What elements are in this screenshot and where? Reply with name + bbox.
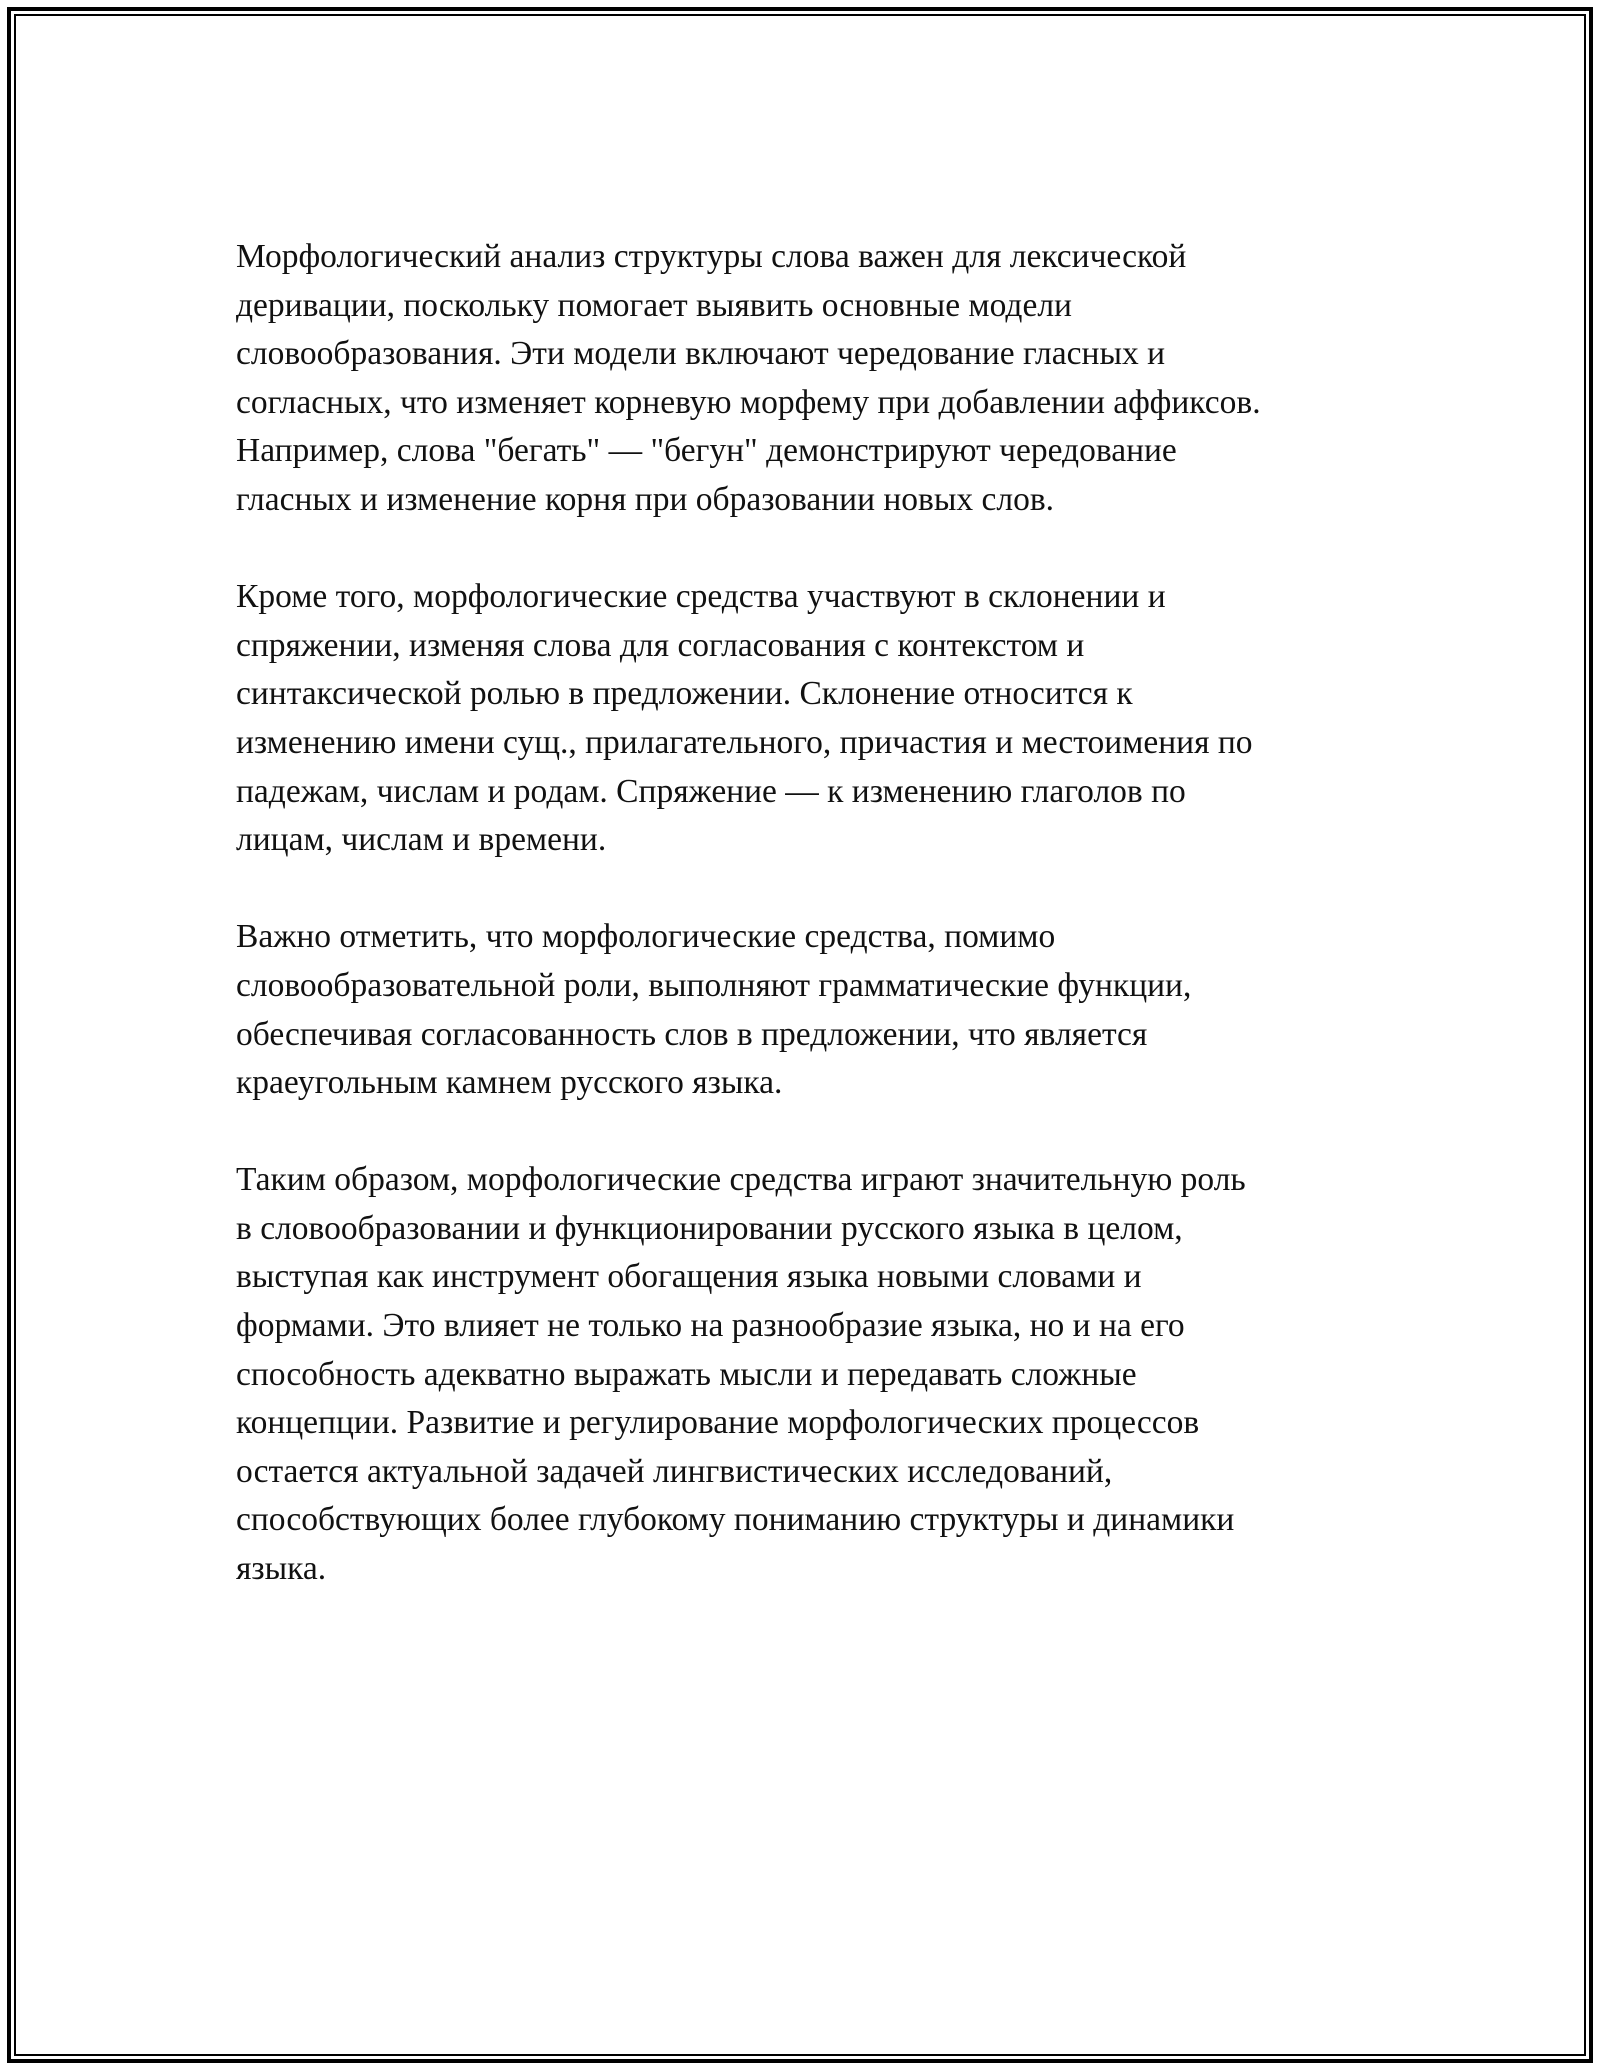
text-line: гласных и изменение корня при образовании новых слов. <box>236 480 1055 518</box>
text-line: лицам, числам и времени. <box>236 821 607 859</box>
paragraph-4 <box>236 1156 1386 1593</box>
paragraph-1 <box>236 233 1386 525</box>
text-line: Например, слова "бегать" — "бегун" демонстрируют чередование <box>236 432 1177 470</box>
text-line: деривации, поскольку помогает выявить основные модели <box>236 286 1072 324</box>
text-line: Важно отметить, что морфологические средства, помимо <box>236 918 1056 956</box>
text-line: в словообразовании и функционировании русского языка в целом, <box>236 1209 1183 1247</box>
text-line: согласных, что изменяет корневую морфему при добавлении аффиксов. <box>236 383 1261 421</box>
text-line: словообразовательной роли, выполняют грамматические функции, <box>236 966 1192 1004</box>
text-line: спряжении, изменяя слова для согласования с контекстом и <box>236 626 1085 664</box>
text-line: Морфологический анализ структуры слова важен для лексической <box>236 238 1187 275</box>
paragraph-2 <box>236 573 1386 865</box>
text-line: синтаксической ролью в предложении. Склонение относится к <box>236 675 1133 713</box>
document-body <box>236 233 1386 1642</box>
text-line: словообразования. Эти модели включают чередование гласных и <box>236 335 1166 373</box>
text-line: выступая как инструмент обогащения языка новыми словами и <box>236 1258 1142 1296</box>
text-line: концепции. Развитие и регулирование морфологических процессов <box>236 1404 1200 1442</box>
text-line: краеугольным камнем русского языка. <box>236 1064 783 1102</box>
text-line: Таким образом, морфологические средства играют значительную роль <box>236 1161 1246 1199</box>
text-line: формами. Это влияет не только на разнообразие языка, но и на его <box>236 1307 1185 1345</box>
text-line: падежам, числам и родам. Спряжение — к изменению глаголов по <box>236 772 1186 810</box>
text-line: изменению имени сущ., прилагательного, причастия и местоимения по <box>236 723 1253 761</box>
text-line: способствующих более глубокому пониманию структуры и динамики <box>236 1501 1235 1539</box>
text-line: языка. <box>236 1550 327 1588</box>
text-line: обеспечивая согласованность слов в предложении, что является <box>236 1015 1148 1053</box>
paragraph-3 <box>236 913 1386 1107</box>
text-line: способность адекватно выражать мысли и передавать сложные <box>236 1355 1137 1393</box>
text-line: остается актуальной задачей лингвистических исследований, <box>236 1452 1113 1490</box>
text-line: Кроме того, морфологические средства участвуют в склонении и <box>236 578 1166 616</box>
